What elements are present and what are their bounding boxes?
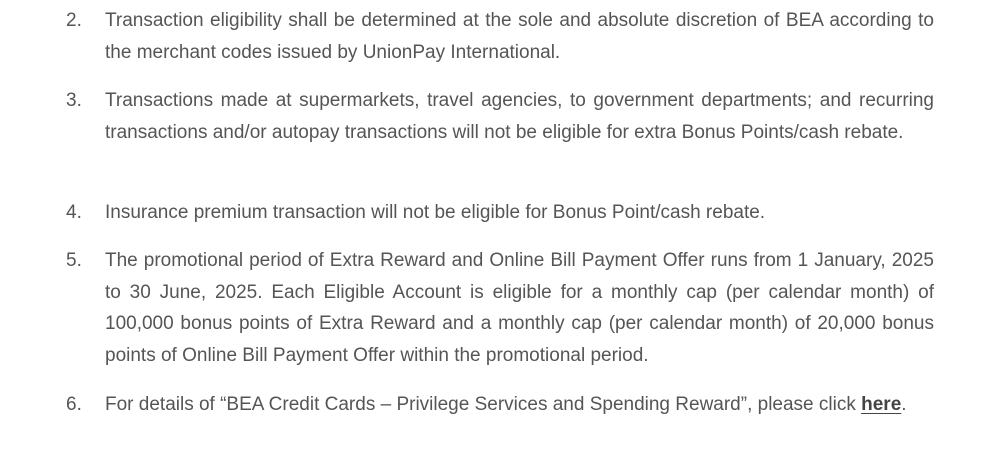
term-number: 2. bbox=[66, 10, 82, 31]
term-text: Insurance premium transaction will not be eligible for Bonus Point/cash rebate. bbox=[105, 202, 766, 223]
term-text: The promotional period of Extra Reward and Online Bill Payment Offer runs from 1 January, 2025 to 30 June, 2025. Each Eligible Account is eligible for a monthly cap (per calendar month) of 100,000 bonus points of Extra Reward and a monthly cap (per calendar month) of 20,000 bonus points of Online Bill Payment Offer within the promotional period. bbox=[105, 250, 934, 366]
privilege-details-link[interactable]: here bbox=[861, 394, 902, 415]
term-text: Transaction eligibility shall be determined at the sole and absolute discretion of BEA according to the merchant codes issued by UnionPay International. bbox=[105, 10, 934, 63]
term-text-before: For details of “BEA Credit Cards – Privilege Services and Spending Reward”, please click bbox=[105, 394, 862, 415]
term-number: 4. bbox=[66, 202, 82, 223]
term-text: Transactions made at supermarkets, travel agencies, to government departments; and recurring transactions and/or autopay transactions will not be eligible for extra Bonus Points/cash rebate. bbox=[105, 90, 934, 143]
term-number: 5. bbox=[66, 250, 82, 271]
term-text-after: . bbox=[901, 394, 907, 415]
term-number: 6. bbox=[66, 394, 82, 415]
term-number: 3. bbox=[66, 90, 82, 111]
term-text bbox=[105, 389, 934, 421]
